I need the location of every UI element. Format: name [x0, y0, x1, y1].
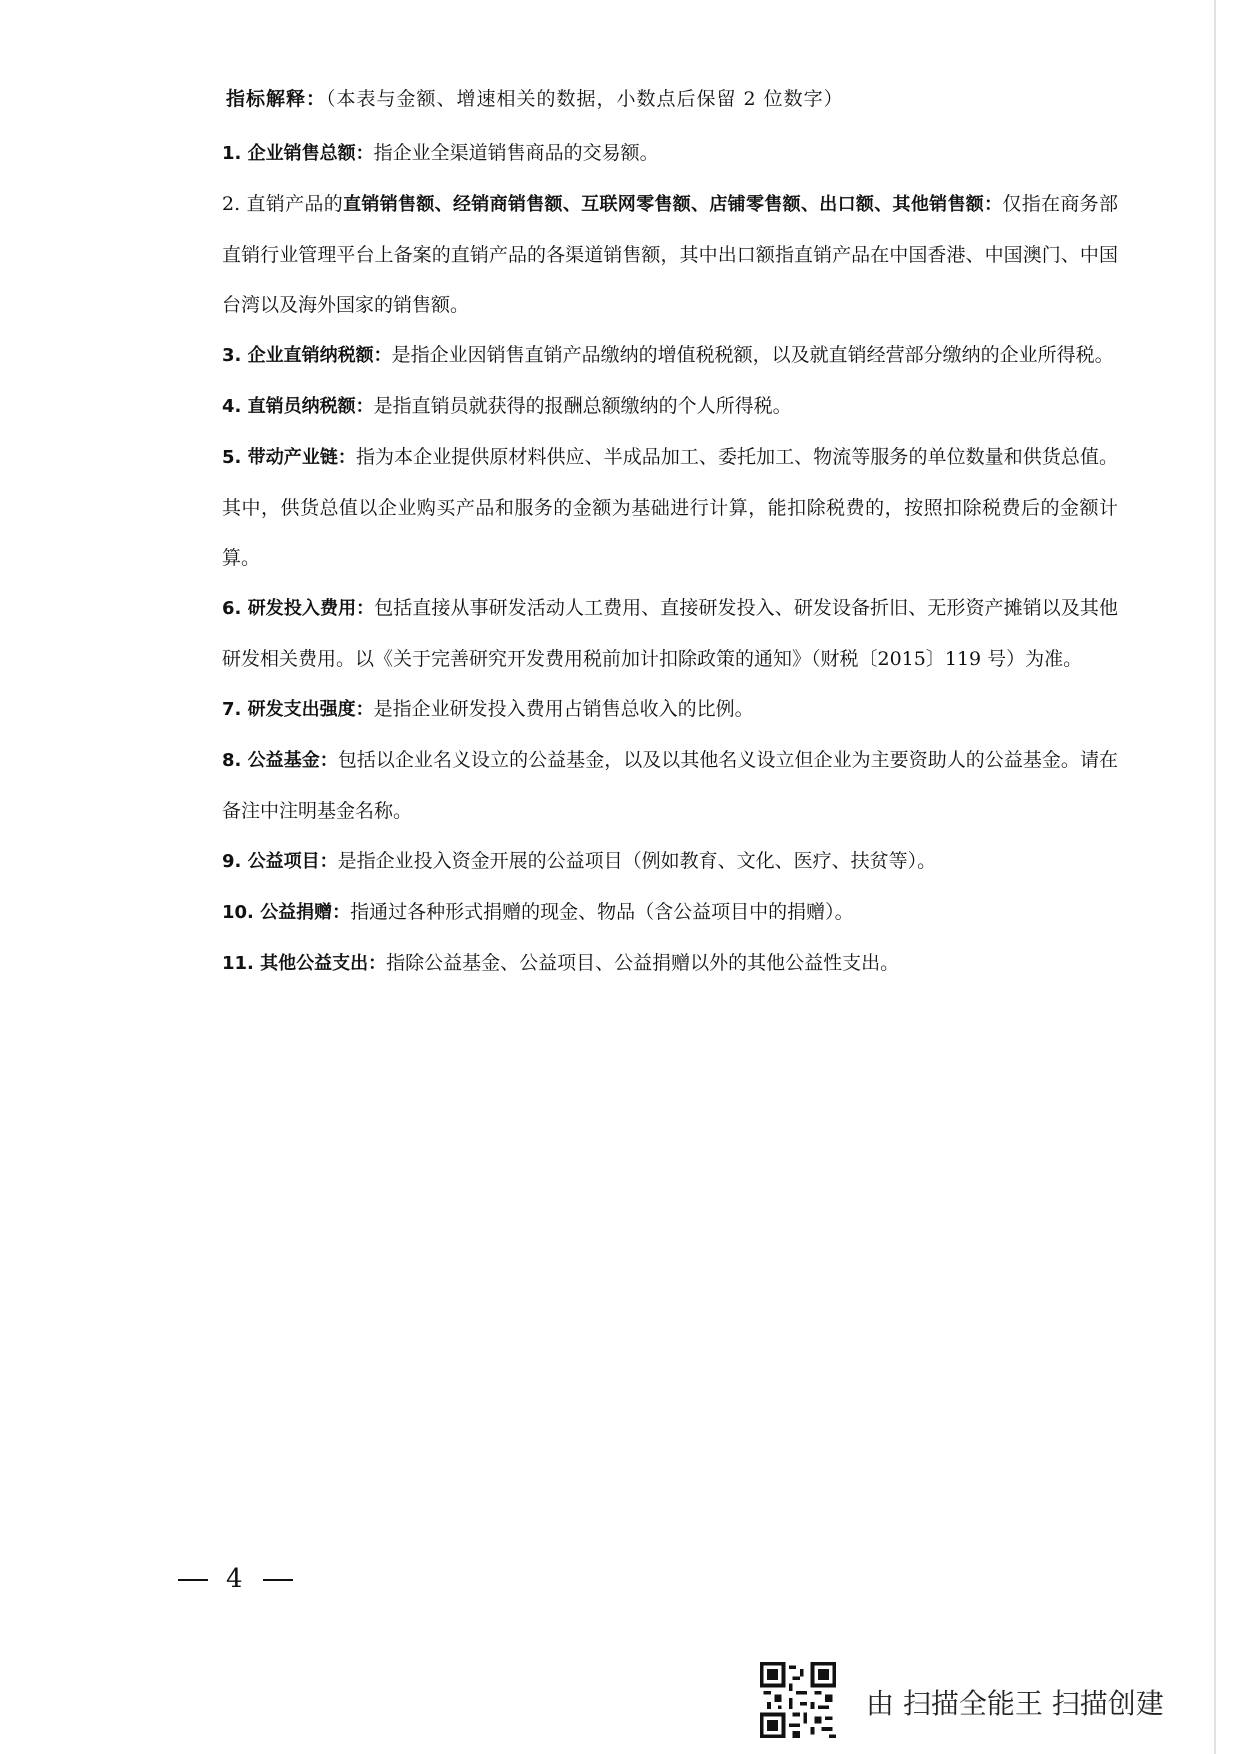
definition-item-8: [222, 735, 1118, 836]
definition-item-4: [222, 381, 1118, 432]
definition-text: 包括直接从事研发活动人工费用、直接研发投入、研发设备折旧、无形资产摊销以及其他研发相关费用。以《关于完善研究开发费用税前加计扣除政策的通知》（财税〔2015〕119 号）为准。: [222, 597, 1118, 670]
definition-term: 直销销售额、经销商销售额、互联网零售额、店铺零售额、出口额、其他销售额：: [343, 194, 1003, 215]
definition-text: 指企业全渠道销售商品的交易额。: [373, 142, 659, 164]
definition-prefix: 2. 直销产品的: [222, 193, 344, 215]
dash-right: [263, 1579, 293, 1581]
definition-term: 6. 研发投入费用：: [222, 598, 375, 619]
page-number: [160, 1564, 311, 1594]
definition-text: 是指企业研发投入费用占销售总收入的比例。: [373, 698, 754, 720]
definition-item-7: [222, 684, 1118, 735]
definition-item-9: [222, 836, 1118, 887]
scanner-watermark: [760, 1662, 1220, 1742]
definition-text: 是指直销员就获得的报酬总额缴纳的个人所得税。: [373, 395, 792, 417]
definition-item-2: [222, 179, 1118, 330]
scanner-credit-text: 由 扫描全能王 扫描创建: [866, 1687, 1164, 1720]
definition-term: 3. 企业直销纳税额：: [222, 345, 392, 366]
definition-item-1: [222, 128, 1118, 179]
definition-text: 指通过各种形式捐赠的现金、物品（含公益项目中的捐赠）。: [350, 901, 854, 923]
header-label: 指标解释：: [226, 88, 327, 110]
definition-term: 5. 带动产业链：: [222, 447, 356, 468]
definition-term: 11. 其他公益支出：: [222, 953, 387, 974]
definition-text: 指为本企业提供原材料供应、半成品加工、委托加工、物流等服务的单位数量和供货总值。其中，供货总值以企业购买产品和服务的金额为基础进行计算，能扣除税费的，按照扣除税费后的金额计算。: [222, 446, 1118, 569]
definition-item-11: [222, 938, 1118, 989]
definition-text: 包括以企业名义设立的公益基金，以及以其他名义设立但企业为主要资助人的公益基金。请在备注中注明基金名称。: [222, 749, 1118, 822]
page-number-value: 4: [226, 1564, 245, 1594]
definition-item-3: [222, 330, 1118, 381]
definition-text: 是指企业投入资金开展的公益项目（例如教育、文化、医疗、扶贫等）。: [337, 850, 937, 872]
definition-text: 仅指在商务部直销行业管理平台上备案的直销产品的各渠道销售额，其中出口额指直销产品在中国香港、中国澳门、中国台湾以及海外国家的销售额。: [222, 193, 1118, 316]
definition-term: 4. 直销员纳税额：: [222, 396, 374, 417]
definitions-list: [222, 128, 1118, 989]
definition-text: 指除公益基金、公益项目、公益捐赠以外的其他公益性支出。: [386, 952, 900, 974]
header-note: （本表与金额、增速相关的数据，小数点后保留 2 位数字）: [326, 88, 844, 110]
definition-term: 7. 研发支出强度：: [222, 699, 374, 720]
definition-text: 是指企业因销售直销产品缴纳的增值税税额，以及就直销经营部分缴纳的企业所得税。: [391, 344, 1114, 366]
definition-term: 1. 企业销售总额：: [222, 143, 374, 164]
definition-term: 8. 公益基金：: [222, 750, 338, 771]
qr-code-icon: [760, 1662, 836, 1738]
definition-item-5: [222, 432, 1118, 583]
definition-item-6: [222, 583, 1118, 684]
dash-left: [178, 1579, 208, 1581]
definition-item-10: [222, 887, 1118, 938]
indicator-header: [226, 84, 1126, 114]
definition-term: 9. 公益项目：: [222, 851, 338, 872]
scan-edge-line: [1214, 0, 1216, 1754]
definition-term: 10. 公益捐赠：: [222, 902, 351, 923]
